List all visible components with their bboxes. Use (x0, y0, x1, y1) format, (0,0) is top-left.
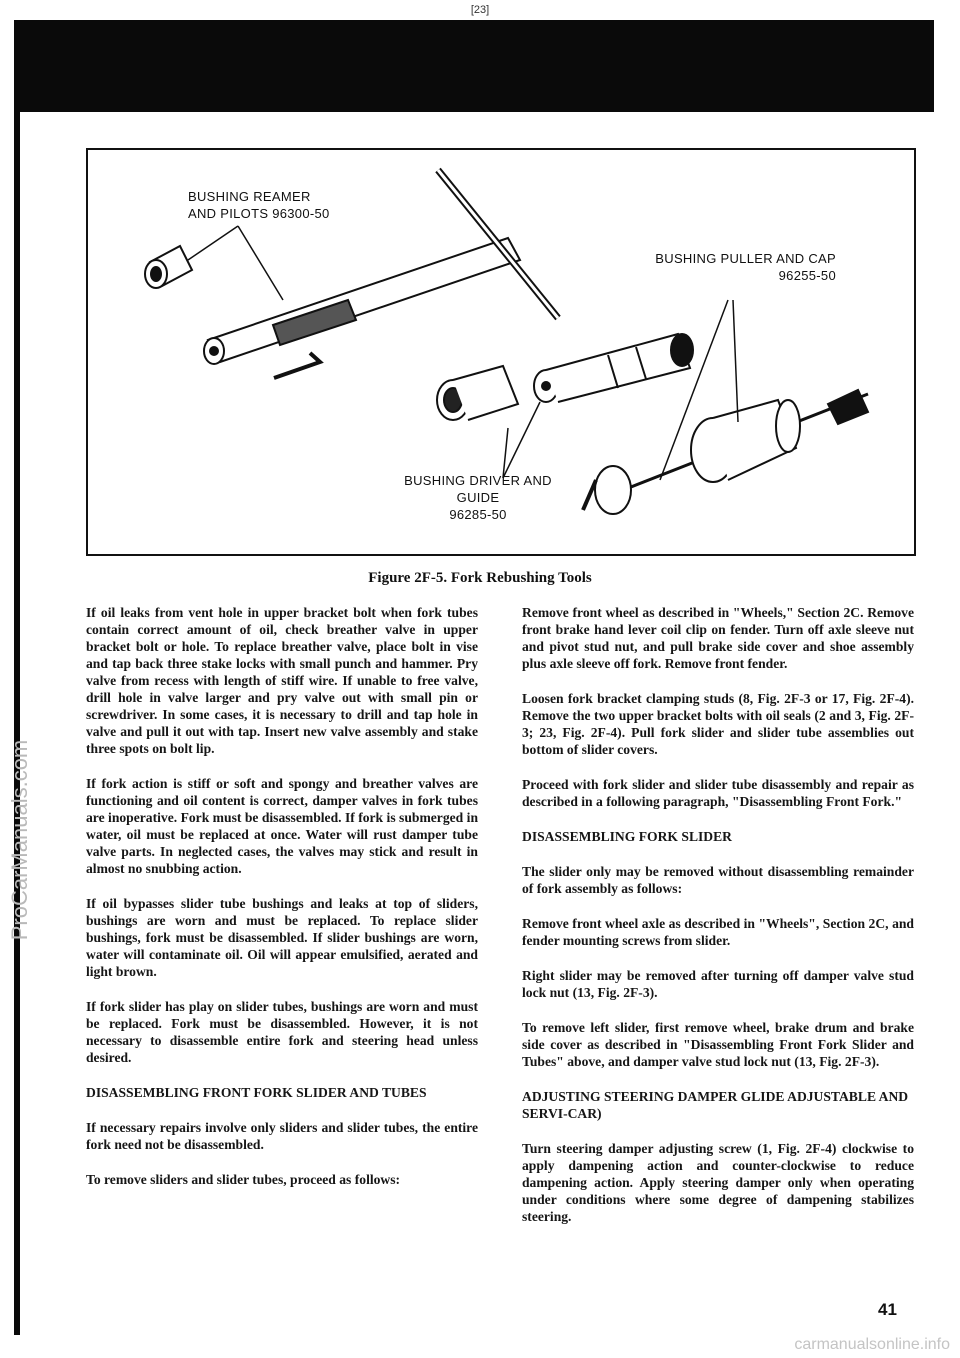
paragraph: Remove front wheel as described in "Wheels," Section 2C. Remove front brake hand lever coil clip on fender. Turn off axle sleeve nut and pivot stud nut, and pull brake side cover and shoe assembly plus axle sleeve off fork. Remove front fender. (522, 605, 914, 671)
paragraph: Loosen fork bracket clamping studs (8, Fig. 2F-3 or 17, Fig. 2F-4). Remove the two upper bracket bolts with oil seals (2 and 3, Fig. 2F-3; 23, Fig. 2F-4). Pull fork slider and slider tube assemblies out bottom of slider covers. (522, 691, 914, 757)
paragraph: If fork action is stiff or soft and spongy and breather valves are functioning and oil content is correct, damper valves in fork tubes are inoperative. Fork must be disassembled. If fork is submerged in water, oil must be replaced at once. Water will rust damper tube valve parts. In neglected cases, the valves may stick and result in almost no snubbing action. (86, 776, 478, 876)
page-reference: [23] (470, 4, 490, 16)
pilot-drawing (145, 246, 192, 288)
header-bar (14, 20, 934, 112)
page-number: 41 (878, 1300, 897, 1319)
figure-caption: Figure 2F-5. Fork Rebushing Tools (368, 570, 592, 586)
driver-label: BUSHING DRIVER AND GUIDE 96285-50 (404, 473, 552, 522)
puller-drawing (583, 390, 868, 514)
paragraph: Right slider may be removed after turning off damper valve stud lock nut (13, Fig. 2F-3). (522, 968, 914, 1000)
section-heading: ADJUSTING STEERING DAMPER GLIDE ADJUSTABLE AND SERVI-CAR) (522, 1089, 909, 1121)
paragraph: Proceed with fork slider and slider tube disassembly and repair as described in a following paragraph, "Disassembling Front Fork." (522, 777, 914, 809)
hex-key-drawing (274, 353, 320, 378)
section-heading: DISASSEMBLING FRONT FORK SLIDER AND TUBES (86, 1085, 427, 1100)
paragraph: If oil leaks from vent hole in upper bracket bolt when fork tubes contain correct amount of oil, check breather valve in upper bracket bolt or hole. To replace breather valve, place bolt in vise and tap back three stake locks with small punch and hammer. Pry valve from recess with length of stiff wire. If unable to free valve, drill hole in valve larger and pry valve out with small pin or screwdriver. In some cases, it is necessary to drill and tap hole in valve and pull it out with tap. Insert new valve assembly and stake three spots on bolt lip. (86, 605, 478, 756)
side-watermark-text: ProCarManuals.com (7, 739, 32, 941)
driver-guide-drawing (437, 334, 693, 420)
reamer-label: BUSHING REAMER AND PILOTS 96300-50 (188, 189, 330, 221)
paragraph: If fork slider has play on slider tubes, bushings are worn and must be replaced. Fork must be disassembled. However, it is not necessary to disassemble entire fork and steering head unless desired. (86, 999, 478, 1065)
side-watermark (0, 560, 40, 1120)
paragraph: If oil bypasses slider tube bushings and leaks at top of sliders, bushings are worn and must be replaced. To replace slider bushings, fork must be disassembled. If slider bushings are worn, water will contaminate oil. Oil will appear emulsified, aerated and light brown. (86, 896, 478, 979)
bottom-watermark: carmanualsonline.info (794, 1336, 950, 1353)
puller-label: BUSHING PULLER AND CAP 96255-50 (655, 251, 836, 283)
paragraph: The slider only may be removed without disassembling remainder of fork assembly as follows: (522, 864, 914, 896)
paragraph: If necessary repairs involve only sliders and slider tubes, the entire fork need not be disassembled. (86, 1120, 478, 1152)
right-column (522, 604, 914, 1243)
paragraph: Turn steering damper adjusting screw (1, Fig. 2F-4) clockwise to apply dampening action and counter-clockwise to reduce dampening action. Apply steering damper only when operating under conditions where some degree of dampening stabilizes steering. (522, 1141, 914, 1224)
paragraph: Remove front wheel axle as described in "Wheels", Section 2C, and fender mounting screws from slider. (522, 916, 914, 948)
paragraph: To remove left slider, first remove wheel, brake drum and brake side cover as described in "Disassembling Front Fork Slider and Tubes" above, and damper valve stud lock nut (13, Fig. 2F-3). (522, 1020, 914, 1069)
left-column (86, 604, 478, 1206)
paragraph: To remove sliders and slider tubes, proceed as follows: (86, 1172, 401, 1187)
section-heading: DISASSEMBLING FORK SLIDER (522, 829, 732, 844)
figure-frame (86, 148, 916, 556)
